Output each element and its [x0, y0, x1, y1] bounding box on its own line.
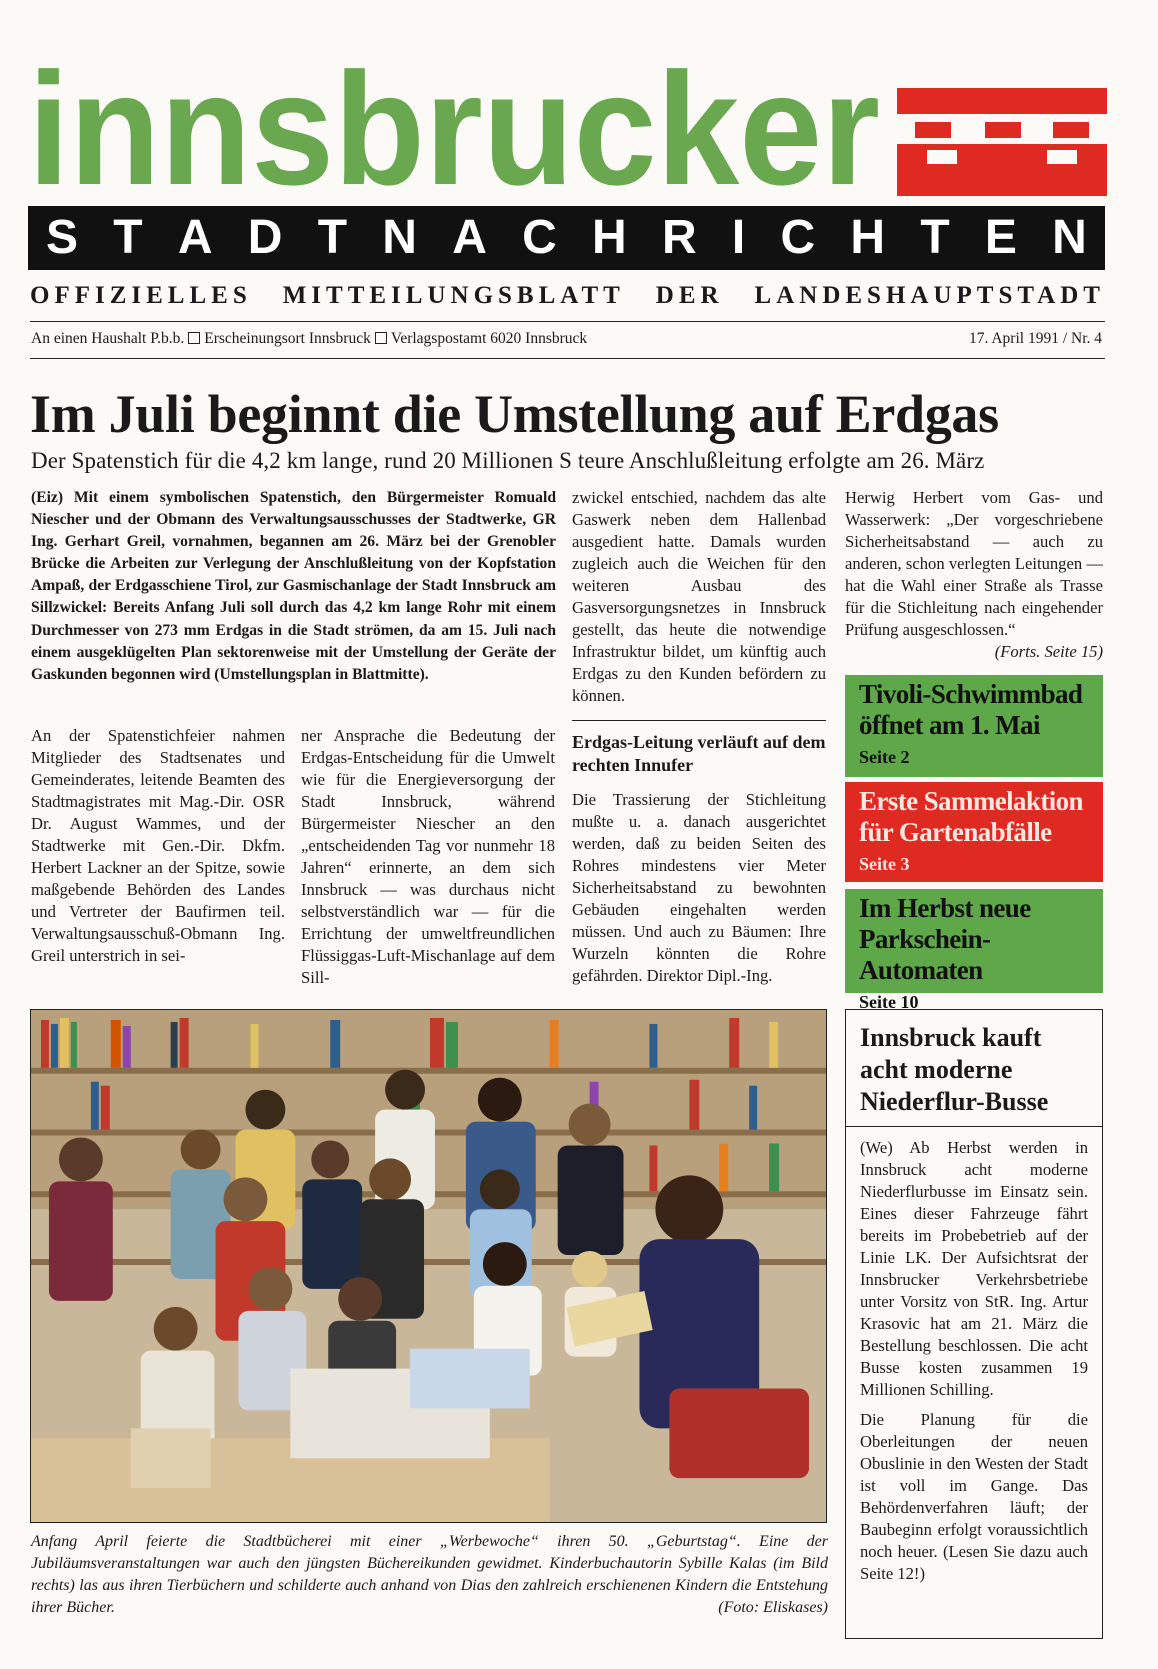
bus-article-paragraph: (We) Ab Herbst werden in Innsbruck acht moderne Niederflurbusse im Einsatz sein. Eines dieser Fahrzeuge fährt bereits im Probebetrieb auf der Linie LK. Der Aufsichtsrat der Innsbrucker Verkehrsbetriebe unter Vorsitz von StR. Ing. Artur Krasovic hat am 21. März die Bestellung beschlossen. Die acht Busse kosten zusammen 19 Millionen Schilling.: [860, 1138, 1088, 1399]
subtitle-word: DER: [655, 282, 724, 309]
promo-box[interactable]: [845, 675, 1103, 777]
subtitle-word: MITTEILUNGSBLATT: [282, 282, 625, 309]
article-column-a: An der Spatenstichfeier nahmen Mitglieder des Stadtsenates und Gemeinderates, leitende Beamten des Stadtmagistrates mit Mag.-Dir. OSR Dr. August Wammes, und der Stadtwerke mit Gen.-Dir. Dkfm. Herbert Lackner an der Spitze, sowie maßgebende Behörden des Landes und Vertreter der Baufirmen teil. Verwaltungsausschuß-Obmann Ing. Greil unterstrich in sei-: [31, 726, 285, 965]
promo-title: Im Herbst neue Parkschein-Automaten: [859, 893, 1031, 985]
lead-paragraph: (Eiz) Mit einem symbolischen Spatenstich, den Bürgermeister Romuald Niescher und der Obmann des Verwaltungsausschusses der Stadtwerke, GR Ing. Gerhart Greil, vornahmen, begannen am 26. März bei der Grenobler Brücke die Arbeiten zur Verlegung der Anschlußleitung von der Kopfstation Ampaß, der Erdgasschiene Tirol, zur Gasmischanlage der Stadt Innsbruck am Sillzwickel: Bereits Anfang Juli soll durch das 4,2 km lange Rohr mit einem Durchmesser von 273 mm Erdgas in die Stadt strömen, da am 15. Juli nach einem ausgeklügelten Plan sektorenweise mit der Umstellung der Geräte der Gaskunden begonnen wird (Umstellungsplan in Blattmitte).: [31, 489, 556, 683]
promo-page: Seite 3: [859, 854, 910, 874]
main-deck: Der Spatenstich für die 4,2 km lange, rund 20 Millionen S teure Anschlußleitung erfolgte am 26. März: [31, 448, 985, 473]
subtitle-word: OFFIZIELLES: [30, 282, 252, 309]
logo-text: innsbrucker: [28, 46, 880, 194]
issue-date: 17. April 1991 / Nr. 4: [968, 330, 1102, 347]
library-photo: [30, 1009, 827, 1523]
promo-page: Seite 10: [859, 992, 919, 1012]
continued-ref: (Forts. Seite 15): [994, 642, 1103, 661]
divider: [846, 1126, 1102, 1127]
subtitle-word: LANDESHAUPTSTADT: [754, 282, 1105, 309]
divider: [572, 720, 826, 721]
promo-page: Seite 2: [859, 747, 910, 767]
promo-box[interactable]: [845, 782, 1103, 882]
bus-article-box: [845, 1009, 1103, 1639]
postal-info: An einen Haushalt P.b.b. Erscheinungsort Innsbruck Verlagspostamt 6020 Innsbruck: [31, 330, 588, 347]
main-headline: Im Juli beginnt die Umstellung auf Erdgas: [30, 384, 999, 444]
article-column-d: [845, 487, 1103, 663]
caption-text: Anfang April feierte die Stadtbücherei mit einer „Werbewoche“ ihren 50. „Geburtstag“. Eine der Jubiläumsveranstaltungen war auch den jüngsten Büchereikunden gewidmet. Kinderbuchautorin Sybille Kalas (im Bild rechts) las aus ihren Tierbüchern und schilderte auch anhand von Dias den zahlreich erschienenen Kindern die Entstehung ihrer Bücher.: [31, 1533, 828, 1616]
article-column-c1: zwickel entschied, nachdem das alte Gaswerk neben dem Hallenbad ausgedient hatte. Damals wurden zugleich auch die Weichen für den weiteren Ausbau des Gasversorgungsnetzes in Innsbruck gestellt, das heute die notwendige Infrastruktur bildet, um künftig auch Erdgas zu den Kunden befördern zu können.: [572, 488, 826, 705]
masthead-subtitle: [30, 282, 1105, 310]
article-column-c2: Die Trassierung der Stichleitung mußte u. a. danach ausgerichtet werden, daß zu beiden Seiten des Rohres mindestens vier Meter Sicherheitsabstand zu bewohnten Gebäuden eingehalten werden müssen. Und auch zu Bäumen: Ihre Wurzeln könnten die Rohre gefährden. Direktor Dipl.-Ing.: [572, 790, 826, 985]
divider: [30, 358, 1105, 359]
promo-title: Tivoli-Schwimmbad öffnet am 1. Mai: [859, 679, 1083, 740]
column-d-text: Herwig Herbert vom Gas- und Wasserwerk: „Der vorgeschriebene Sicherheitsabstand — auch zu anderen, schon verlegten Leitungen — hat die Wahl einer Straße als Trasse für die Stichleitung nach eingehender Prüfung ausgeschlossen.“: [845, 488, 1103, 639]
subheading: Erdgas-Leitung verläuft auf dem rechten Innufer: [572, 732, 826, 775]
divider: [30, 321, 1105, 322]
innsbrucker-logo: [28, 46, 880, 194]
photo-caption: [31, 1531, 828, 1619]
promo-title: Erste Sammelaktion für Gartenabfälle: [859, 786, 1083, 847]
bus-article-title: Innsbruck kauft acht moderne Niederflur-Busse: [860, 1023, 1049, 1116]
bus-article-paragraph: Die Planung für die Oberleitungen der neuen Obuslinie in den Westen der Stadt ist voll im Gange. Das Behördenverfahren läuft; der Baubeginn erfolgt voraussichtlich noch heuer. (Lesen Sie dazu auch Seite 12!): [860, 1410, 1088, 1583]
coat-of-arms-icon: [897, 88, 1107, 196]
article-column-b: ner Ansprache die Bedeutung der Erdgas-Entscheidung für die Umwelt wie für die Energieversorgung der Stadt Innsbruck, während Bürgermeister Niescher an den „entscheidenden Tag vor nunmehr 18 Jahren“ erinnerte, an dem sich Innsbruck — was durchaus nicht selbstverständlich war — für die Errichtung der umweltfreundlichen Flüssiggas-Luft-Mischanlage auf dem Sill-: [301, 726, 555, 987]
promo-box[interactable]: [845, 889, 1103, 1012]
masthead-bar: S T A D T N A C H R I C H T E N: [28, 206, 1105, 270]
photo-credit: (Foto: Eliskases): [718, 1599, 828, 1616]
